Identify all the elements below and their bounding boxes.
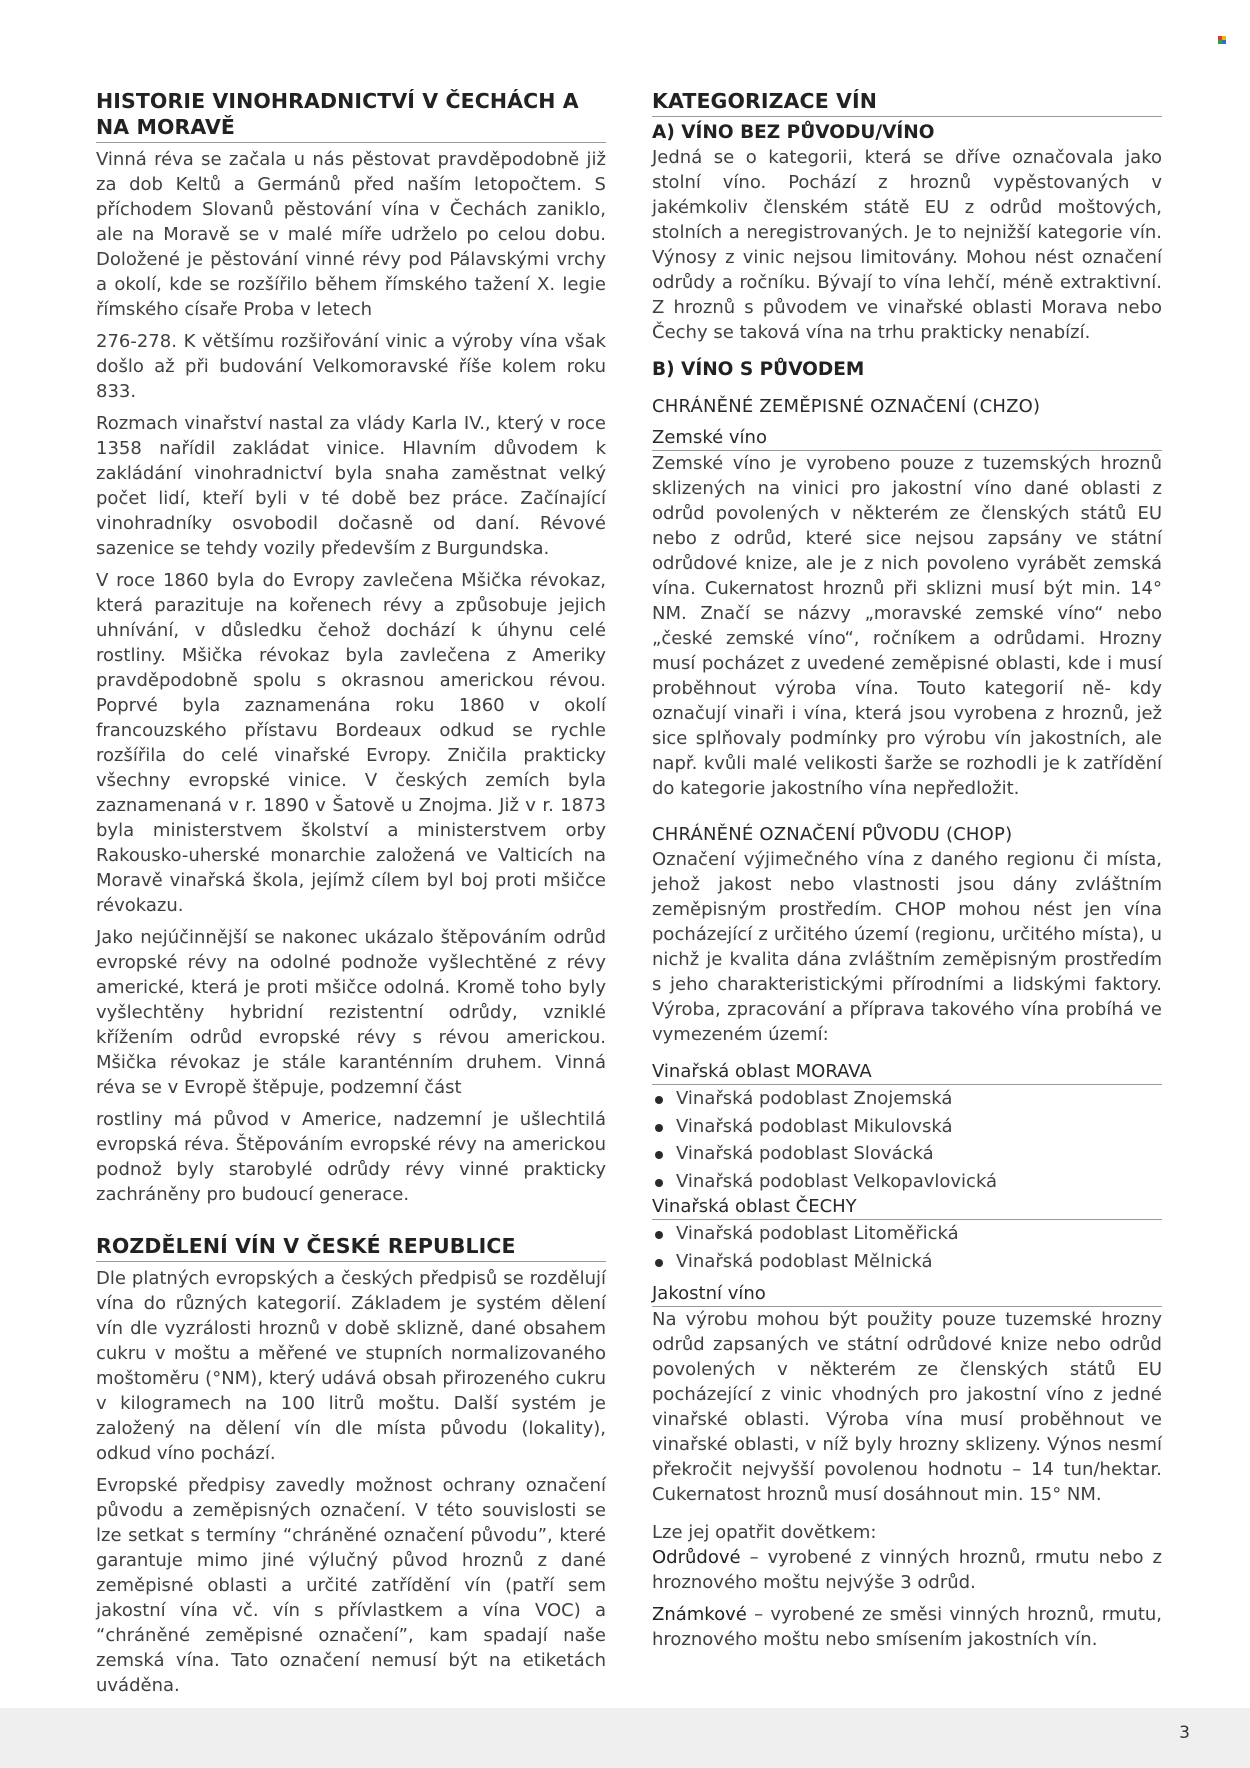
bullet-icon <box>655 1231 663 1239</box>
paragraph-historie-2: 276-278. K většímu rozšiřování vinic a výroby vína však došlo až při budování Velkomoravské říše kolem roku 833. <box>96 331 606 402</box>
paragraph-zemske-vino: Zemské víno je vyrobeno pouze z tuzemských hroznů sklizených na vinici pro jakostní víno dané oblasti z odrůd povolených v některém ze členských států EU nebo z odrůd, které sice nejsou zapsány ve státní odrůdové knize, ale je z nich povoleno vyrábět zemská vína. Cukernatost hroznů při sklizni musí být min. 14° NM. Značí se názvy „moravské zemské víno“ nebo „české zemské víno“, ročníkem a odrůdami. Hrozny musí pocházet z uvedené zeměpisné oblasti, kde i musí proběhnout výroba vína. Touto kategorií ně- kdy označují vinaři i vína, která jsou vyrobena z hroznů, jež sice splňovaly podmínky pro výrobu vín jakostních, ale např. kvůli malé velikosti šarže se rozhodli je k zatřídění do kategorie jakostního vína nepředložit. <box>652 453 1162 799</box>
list-item: Vinařská podoblast Slovácká <box>652 1140 1162 1168</box>
section-title-historie: HISTORIE VINOHRADNICTVÍ V ČECHÁCH A NA MORAVĚ <box>96 88 606 143</box>
brand-logo-mark <box>1218 36 1226 44</box>
paragraph-odrudove: Odrůdové – vyrobené z vinných hroznů, rmutu nebo z hroznového moštu nejvýše 3 odrůd. <box>652 1547 1162 1593</box>
term-znamkove: Známkové <box>652 1604 747 1625</box>
list-item: Vinařská podoblast Mělnická <box>652 1248 1162 1276</box>
left-column <box>96 88 606 1698</box>
heading-zemske-vino: Zemské víno <box>652 426 1162 451</box>
paragraph-historie-3: Rozmach vinařství nastal za vlády Karla IV., který v roce 1358 nařídil zakládat vinice. Hlavním důvodem k zakládání vinohradnictví byla snaha zaměstnat velký počet lidí, kteří byli v té době bez práce. Začínající vinohradníky osvobodil dočasně od daní. Révové sazenice se tehdy vozily především z Burgundska. <box>96 413 606 559</box>
paragraph-historie-6: rostliny má původ v Americe, nadzemní je ušlechtilá evropská réva. Štěpováním evropské révy na americkou podnož byly starobylé odrůdy révy vinné prakticky zachráněny pro budoucí generace. <box>96 1109 606 1205</box>
list-item: Vinařská podoblast Znojemská <box>652 1085 1162 1113</box>
paragraph-historie-1: Vinná réva se začala u nás pěstovat pravděpodobně již za dob Keltů a Germánů před naším letopočtem. S příchodem Slovanů pěstování vína v Čechách zaniklo, ale na Moravě se v malé míře udrželo po celou dobu. Doložené je pěstování vinné révy pod Pálavskými vrchy a okolí, kde se rozšířilo během římského tažení X. legie římského císaře Proba v letech <box>96 149 606 320</box>
subsection-title-s-puvodem: B) VÍNO S PŮVODEM <box>652 359 865 380</box>
footer-bar <box>0 1708 1250 1768</box>
bullet-icon <box>655 1151 663 1159</box>
bullet-icon <box>655 1259 663 1267</box>
paragraph-jakostni-vino: Na výrobu mohou být použity pouze tuzemské hrozny odrůd zapsaných ve státní odrůdové knize nebo odrůd povolených v některém ze členských států EU pocházející z vinic vhodných pro jakostní víno z jedné vinařské oblasti. Výroba vína musí proběhnout ve vinařské oblasti, v níž byly hrozny sklizeny. Výnos nesmí překročit nejvyšší povolenou hodnotu – 14 tun/hektar. Cukernatost hroznů musí dosáhnout min. 15° NM. <box>652 1309 1162 1505</box>
logo-square-blue <box>1222 40 1226 44</box>
paragraph-dovetek-intro: Lze jej opatřit dovětkem: <box>652 1522 877 1543</box>
bullet-icon <box>655 1096 663 1104</box>
paragraph-bez-puvodu: Jedná se o kategorii, která se dříve označovala jako stolní víno. Pochází z hroznů vypěstovaných v jakémkoliv členském státě EU z odrůd moštových, stolních a neregistrovaných. Je to nejnižší kategorie vín. Výnosy z vinic nejsou limitovány. Mohou nést označení odrůdy a ročníku. Bývají to vína lehčí, méně extraktivní. Z hroznů s původem ve vinařské oblasti Morava nebo Čechy se taková vína na trhu prakticky nenabízí. <box>652 147 1162 343</box>
subsection-title-bez-puvodu: A) VÍNO BEZ PŮVODU/VÍNO <box>652 122 935 143</box>
paragraph-znamkove: Známkové – vyrobené ze směsi vinných hroznů, rmutu, hroznového moštu nebo smísením jakostních vín. <box>652 1604 1162 1650</box>
paragraph-rozdeleni-1: Dle platných evropských a českých předpisů se rozdělují vína do různých kategorií. Základem je systém dělení vín dle vyzrálosti hroznů v době sklizně, dané obsahem cukru v moštu a měřené ve stupních normalizovaného moštoměru (°NM), který udává obsah přirozeného cukru v kilogramech na 100 litrů moštu. Další systém je založený na dělení vín dle místa původu (lokality), odkud víno pochází. <box>96 1268 606 1464</box>
list-item: Vinařská podoblast Litoměřická <box>652 1220 1162 1248</box>
paragraph-rozdeleni-2: Evropské předpisy zavedly možnost ochrany označení původu a zeměpisných označení. V této souvislosti se lze setkat s termíny “chráněné označení původu”, které garantuje mimo jiné výlučný původ hroznů z dané zeměpisné oblasti a určité zatřídění vín (patří sem jakostní vína vč. vín s přívlastkem a vína VOC) a “chráněné zeměpisné označení”, kam spadají naše zemská vína. Tato označení nemusí být na etiketách uváděna. <box>96 1475 606 1696</box>
list-item: Vinařská podoblast Velkopavlovická <box>652 1168 1162 1196</box>
paragraph-historie-5: Jako nejúčinnější se nakonec ukázalo štěpováním odrůd evropské révy na odolné podnože vyšlechtěné z révy americké, která je proti mšičce odolná. Kromě toho byly vyšlechtěny hybridní rezistentní odrůdy, vzniklé křížením odrůd evropské révy s révou americkou. Mšička révokaz je stále karanténním druhem. Vinná réva se v Evropě štěpuje, podzemní část <box>96 927 606 1098</box>
heading-chop: CHRÁNĚNÉ OZNAČENÍ PŮVODU (CHOP) <box>652 824 1013 845</box>
heading-oblast-morava: Vinařská oblast MORAVA <box>652 1060 1162 1085</box>
paragraph-chop: Označení výjimečného vína z daného regionu či místa, jehož jakost nebo vlastnosti jsou dány zvláštním zeměpisným prostředím. CHOP mohou nést jen vína pocházející z určitého území (regionu, určitého místa), u nichž je kvalita dána zvláštním zeměpisným prostředím s jeho charakteristickými přírodními a lidskými faktory. Výroba, zpracování a příprava takového vína probíhá ve vymezeném území: <box>652 849 1162 1045</box>
section-title-rozdeleni: ROZDĚLENÍ VÍN V ČESKÉ REPUBLICE <box>96 1233 606 1262</box>
heading-chzo: CHRÁNĚNÉ ZEMĚPISNÉ OZNAČENÍ (CHZO) <box>652 396 1041 417</box>
heading-jakostni-vino: Jakostní víno <box>652 1282 1162 1307</box>
bullet-icon <box>655 1124 663 1132</box>
list-cechy <box>652 1220 1162 1275</box>
list-morava <box>652 1085 1162 1195</box>
heading-oblast-cechy: Vinařská oblast ČECHY <box>652 1195 1162 1220</box>
bullet-icon <box>655 1179 663 1187</box>
list-item: Vinařská podoblast Mikulovská <box>652 1113 1162 1141</box>
paragraph-historie-4: V roce 1860 byla do Evropy zavlečena Mšička révokaz, která parazituje na kořenech révy a způsobuje jejich uhnívání, v důsledku čehož dochází k úhynu celé rostliny. Mšička révokaz byla zavlečena z Ameriky pravděpodobně spolu s okrasnou americkou révou. Poprvé byla zaznamenána roku 1860 v okolí francouzského přístavu Bordeaux odkud se rychle rozšířila do celé vinařské Evropy. Zničila prakticky všechny evropské vinice. V českých zemích byla zaznamenaná v r. 1890 v Šatově u Znojma. Již v r. 1873 byla ministerstvem školství a ministerstvem orby Rakousko-uherské monarchie založená ve Valticích na Moravě vinařská škola, jejímž cílem byl boj proti mšičce révokazu. <box>96 570 606 916</box>
page-number: 3 <box>1179 1723 1190 1743</box>
term-odrudove: Odrůdové <box>652 1547 741 1568</box>
section-title-kategorizace: KATEGORIZACE VÍN <box>652 88 1162 117</box>
right-column <box>652 88 1162 1652</box>
